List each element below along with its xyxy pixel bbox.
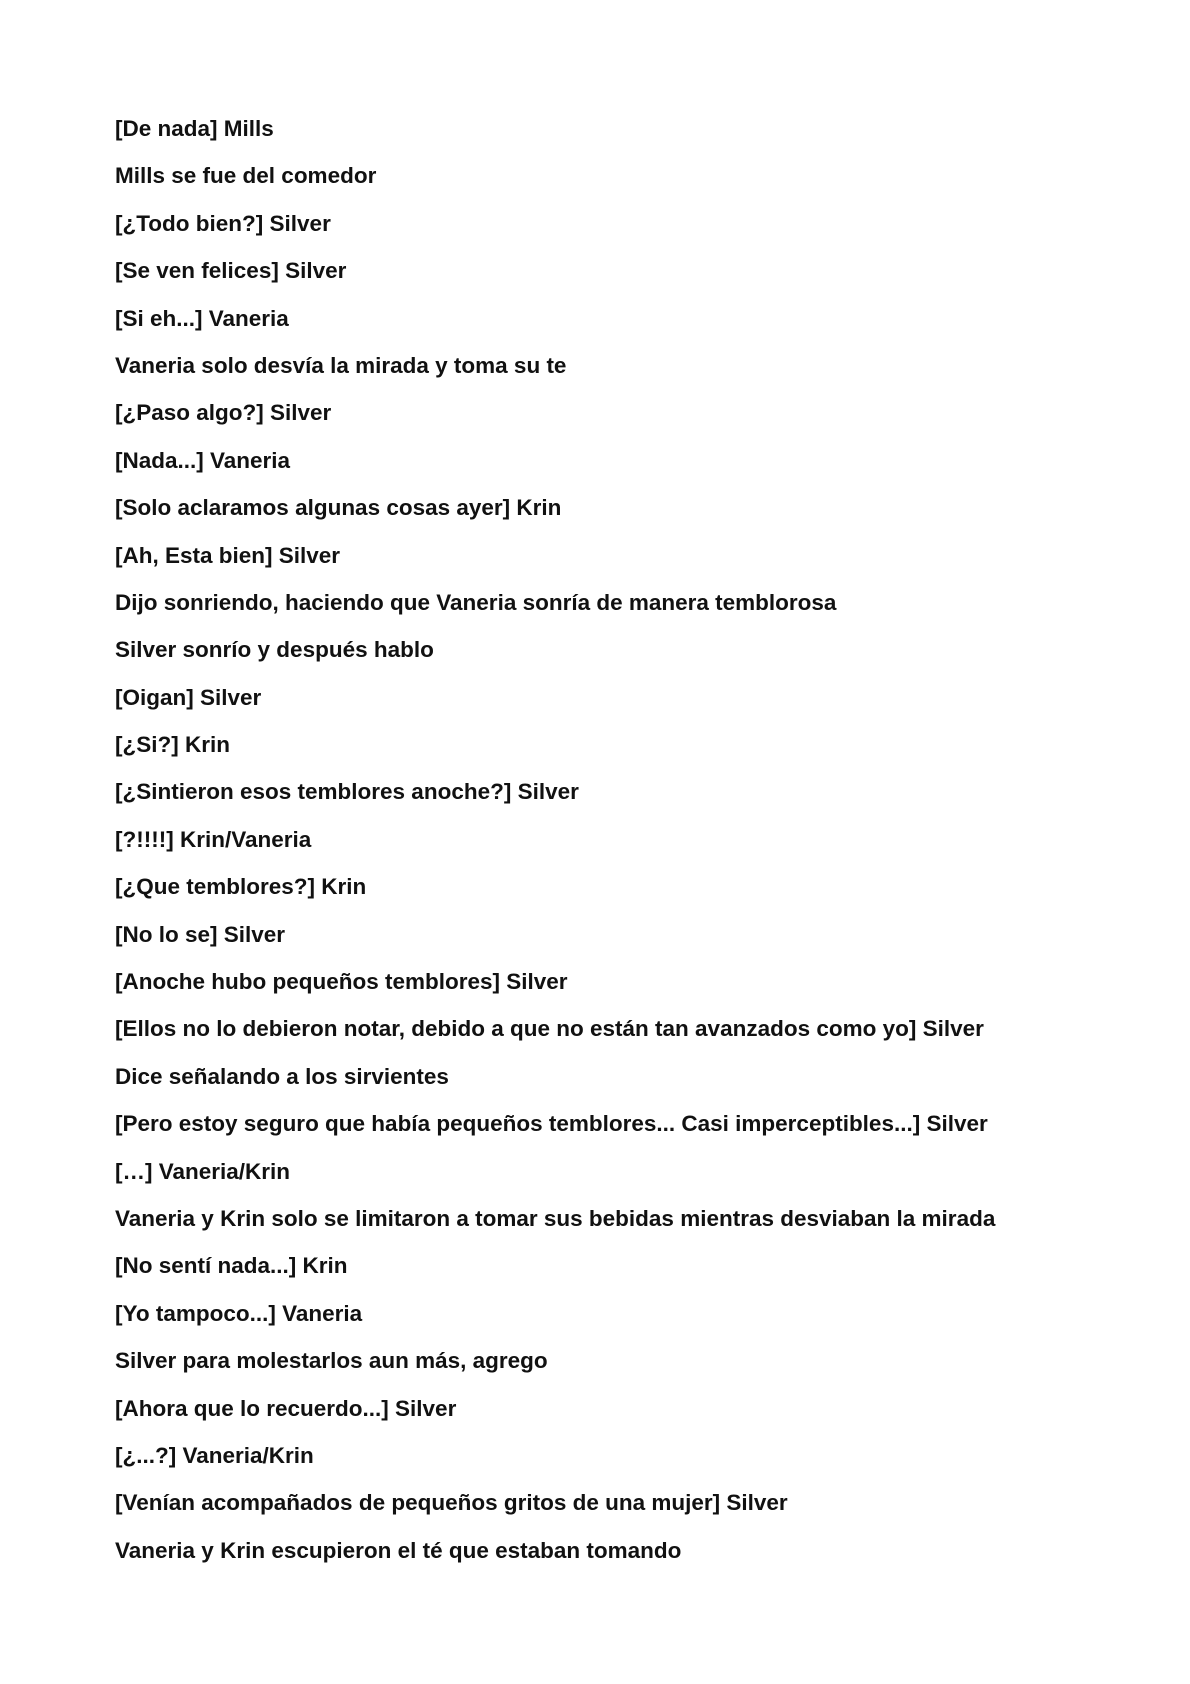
text-line: [¿...?] Vaneria/Krin <box>115 1442 314 1468</box>
text-line: Vaneria solo desvía la mirada y toma su te <box>115 352 567 378</box>
text-line: [?!!!!] Krin/Vaneria <box>115 826 312 852</box>
text-line: [¿Que temblores?] Krin <box>115 874 367 900</box>
text-line: [Anoche hubo pequeños temblores] Silver <box>115 969 568 995</box>
text-line: [De nada] Mills <box>115 116 274 141</box>
text-line: [Se ven felices] Silver <box>115 258 347 284</box>
text-line: [Nada...] Vaneria <box>115 447 291 473</box>
text-line: Silver para molestarlos aun más, agrego <box>115 1348 548 1374</box>
text-line: [Venían acompañados de pequeños gritos de una mujer] Silver <box>115 1490 788 1516</box>
text-line: Silver sonrío y después hablo <box>115 637 434 663</box>
text-line: [¿Sintieron esos temblores anoche?] Silver <box>115 779 579 805</box>
dialogue-text <box>115 112 1115 1581</box>
text-line: [Ah, Esta bien] Silver <box>115 542 341 568</box>
text-line: [Pero estoy seguro que había pequeños temblores... Casi imperceptibles...] Silver <box>115 1111 988 1137</box>
text-line: [No sentí nada...] Krin <box>115 1253 348 1279</box>
text-line: [¿Paso algo?] Silver <box>115 400 332 426</box>
text-line: [Solo aclaramos algunas cosas ayer] Krin <box>115 495 562 521</box>
text-line: [¿Todo bien?] Silver <box>115 210 331 236</box>
text-line: [Si eh...] Vaneria <box>115 305 289 331</box>
text-line: Dice señalando a los sirvientes <box>115 1063 449 1089</box>
text-line: [No lo se] Silver <box>115 921 286 947</box>
text-line: Vaneria y Krin escupieron el té que estaban tomando <box>115 1537 682 1563</box>
text-line: [Oigan] Silver <box>115 684 262 710</box>
text-line: […] Vaneria/Krin <box>115 1158 291 1184</box>
text-line: Mills se fue del comedor <box>115 163 377 189</box>
text-line: [Ellos no lo debieron notar, debido a que no están tan avanzados como yo] Silver <box>115 1016 984 1042</box>
text-line: Dijo sonriendo, haciendo que Vaneria sonría de manera temblorosa <box>115 589 837 615</box>
text-line: [Ahora que lo recuerdo...] Silver <box>115 1395 457 1421</box>
text-line: [Yo tampoco...] Vaneria <box>115 1300 363 1326</box>
text-line: Vaneria y Krin solo se limitaron a tomar sus bebidas mientras desviaban la mirada <box>115 1205 996 1231</box>
text-line: [¿Si?] Krin <box>115 732 230 758</box>
